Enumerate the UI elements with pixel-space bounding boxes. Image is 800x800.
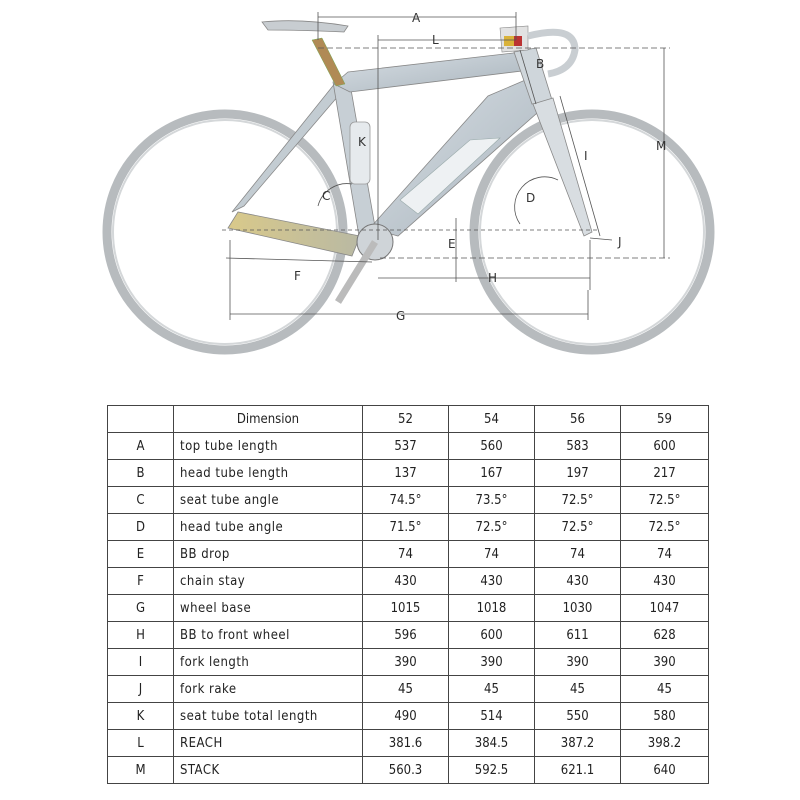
label-F: F xyxy=(294,269,301,283)
table-row xyxy=(108,514,709,541)
row-value: 74 xyxy=(535,541,621,568)
table-row xyxy=(108,541,709,568)
row-value: 430 xyxy=(363,568,449,595)
row-value: 1030 xyxy=(535,595,621,622)
label-A: A xyxy=(412,11,421,25)
row-value: 74 xyxy=(363,541,449,568)
row-value: 583 xyxy=(535,433,621,460)
row-value: 381.6 xyxy=(363,730,449,757)
label-J: J xyxy=(618,235,622,249)
row-value: 45 xyxy=(535,676,621,703)
row-value: 72.5° xyxy=(621,487,709,514)
row-value: 592.5 xyxy=(449,757,535,784)
table-row xyxy=(108,487,709,514)
label-C: C xyxy=(322,189,331,203)
header-size: 54 xyxy=(449,406,535,433)
row-value: 600 xyxy=(621,433,709,460)
row-value: 45 xyxy=(449,676,535,703)
row-value: 197 xyxy=(535,460,621,487)
row-dimension-name: seat tube angle xyxy=(174,487,363,514)
row-value: 74.5° xyxy=(363,487,449,514)
row-value: 596 xyxy=(363,622,449,649)
table-row xyxy=(108,676,709,703)
table-row xyxy=(108,649,709,676)
row-dimension-name: wheel base xyxy=(174,595,363,622)
table-row xyxy=(108,568,709,595)
row-value: 72.5° xyxy=(621,514,709,541)
row-value: 621.1 xyxy=(535,757,621,784)
label-B: B xyxy=(536,57,545,71)
row-code: F xyxy=(108,568,174,595)
header-blank xyxy=(108,406,174,433)
table-row xyxy=(108,460,709,487)
header-size: 52 xyxy=(363,406,449,433)
row-dimension-name: fork rake xyxy=(174,676,363,703)
row-value: 537 xyxy=(363,433,449,460)
row-code: G xyxy=(108,595,174,622)
row-value: 514 xyxy=(449,703,535,730)
row-value: 390 xyxy=(363,649,449,676)
row-code: K xyxy=(108,703,174,730)
row-value: 217 xyxy=(621,460,709,487)
row-value: 628 xyxy=(621,622,709,649)
row-code: D xyxy=(108,514,174,541)
row-value: 74 xyxy=(621,541,709,568)
row-value: 74 xyxy=(449,541,535,568)
row-dimension-name: REACH xyxy=(174,730,363,757)
row-dimension-name: head tube angle xyxy=(174,514,363,541)
row-dimension-name: head tube length xyxy=(174,460,363,487)
row-value: 398.2 xyxy=(621,730,709,757)
row-value: 550 xyxy=(535,703,621,730)
table-row xyxy=(108,622,709,649)
header-dimension: Dimension xyxy=(174,406,363,433)
row-code: L xyxy=(108,730,174,757)
label-E: E xyxy=(448,237,456,251)
row-dimension-name: fork length xyxy=(174,649,363,676)
row-value: 390 xyxy=(535,649,621,676)
label-D: D xyxy=(526,191,536,205)
row-value: 45 xyxy=(363,676,449,703)
row-code: C xyxy=(108,487,174,514)
row-dimension-name: BB drop xyxy=(174,541,363,568)
header-size: 59 xyxy=(621,406,709,433)
row-dimension-name: STACK xyxy=(174,757,363,784)
row-value: 384.5 xyxy=(449,730,535,757)
label-L: L xyxy=(432,33,439,47)
row-value: 137 xyxy=(363,460,449,487)
label-K: K xyxy=(358,135,366,149)
row-dimension-name: top tube length xyxy=(174,433,363,460)
row-code: J xyxy=(108,676,174,703)
table-row xyxy=(108,595,709,622)
row-code: M xyxy=(108,757,174,784)
label-M: M xyxy=(656,139,667,153)
row-value: 390 xyxy=(449,649,535,676)
row-value: 45 xyxy=(621,676,709,703)
row-value: 600 xyxy=(449,622,535,649)
bike-geometry-diagram xyxy=(0,0,800,380)
row-value: 387.2 xyxy=(535,730,621,757)
row-value: 1015 xyxy=(363,595,449,622)
row-dimension-name: chain stay xyxy=(174,568,363,595)
row-code: B xyxy=(108,460,174,487)
label-H: H xyxy=(488,271,498,285)
row-value: 72.5° xyxy=(535,514,621,541)
table-row xyxy=(108,703,709,730)
row-code: I xyxy=(108,649,174,676)
label-I: I xyxy=(584,149,588,163)
table-header-row xyxy=(108,406,709,433)
row-value: 167 xyxy=(449,460,535,487)
row-value: 430 xyxy=(449,568,535,595)
table-row xyxy=(108,433,709,460)
row-value: 490 xyxy=(363,703,449,730)
row-value: 390 xyxy=(621,649,709,676)
row-value: 1018 xyxy=(449,595,535,622)
row-code: H xyxy=(108,622,174,649)
row-value: 560.3 xyxy=(363,757,449,784)
row-value: 640 xyxy=(621,757,709,784)
row-value: 430 xyxy=(621,568,709,595)
row-value: 72.5° xyxy=(535,487,621,514)
table-row xyxy=(108,730,709,757)
row-value: 430 xyxy=(535,568,621,595)
row-value: 72.5° xyxy=(449,514,535,541)
table-row xyxy=(108,757,709,784)
row-dimension-name: seat tube total length xyxy=(174,703,363,730)
row-value: 580 xyxy=(621,703,709,730)
row-value: 560 xyxy=(449,433,535,460)
row-code: E xyxy=(108,541,174,568)
header-size: 56 xyxy=(535,406,621,433)
label-G: G xyxy=(396,309,406,323)
row-value: 611 xyxy=(535,622,621,649)
row-dimension-name: BB to front wheel xyxy=(174,622,363,649)
row-value: 71.5° xyxy=(363,514,449,541)
row-code: A xyxy=(108,433,174,460)
geometry-table xyxy=(107,405,709,784)
row-value: 73.5° xyxy=(449,487,535,514)
row-value: 1047 xyxy=(621,595,709,622)
